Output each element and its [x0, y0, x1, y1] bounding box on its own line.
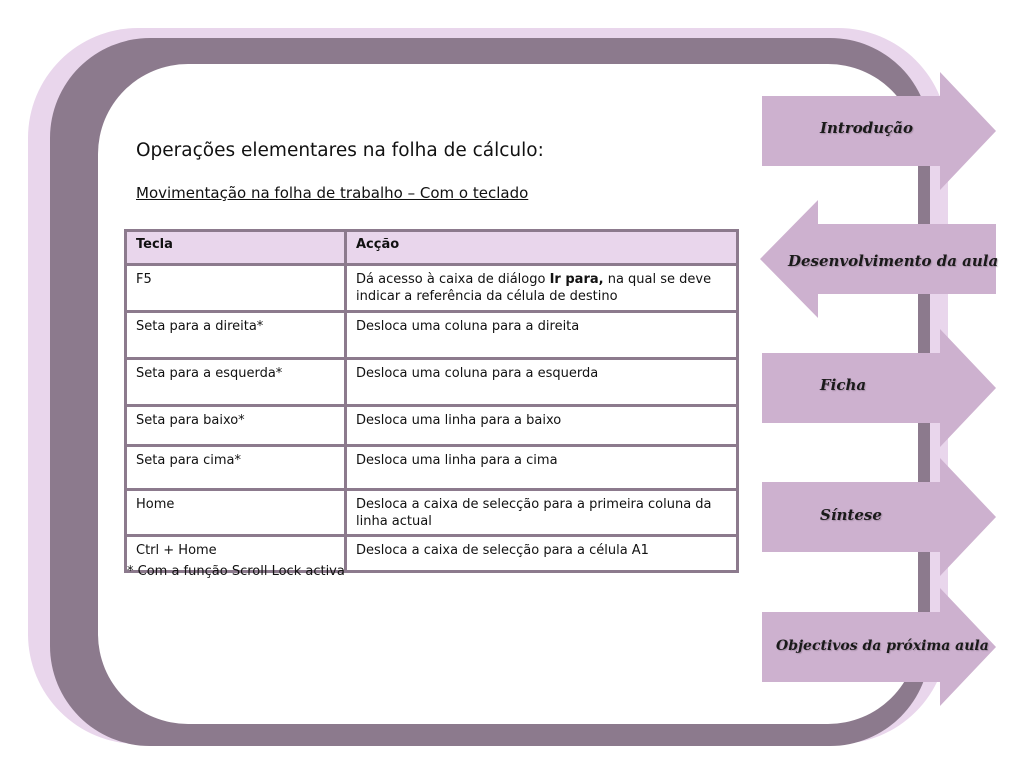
action-cell: Desloca uma coluna para a esquerda: [346, 359, 738, 406]
nav-label: Síntese: [820, 506, 882, 524]
nav-label: Desenvolvimento da aula: [788, 252, 999, 270]
table-row: [126, 406, 738, 446]
action-cell: Desloca uma linha para a cima: [346, 446, 738, 490]
header-accao: Acção: [346, 231, 738, 265]
shortcut-table: [124, 229, 739, 573]
action-cell: [346, 265, 738, 312]
arrow-right-icon: [762, 329, 996, 447]
key-cell: Ctrl + Home: [126, 536, 346, 572]
nav-introducao-button[interactable]: [762, 72, 996, 190]
key-cell: Home: [126, 490, 346, 536]
footnote: * Com a função Scroll Lock activa: [127, 564, 345, 579]
nav-label: Introdução: [820, 119, 914, 137]
action-cell: Desloca uma coluna para a direita: [346, 312, 738, 359]
action-cell: Desloca a caixa de selecção para a célula A1: [346, 536, 738, 572]
header-tecla: Tecla: [126, 231, 346, 265]
key-cell: Seta para baixo*: [126, 406, 346, 446]
table-row: [126, 312, 738, 359]
nav-objectivos-button[interactable]: [762, 588, 996, 706]
table-row: [126, 446, 738, 490]
table-row: [126, 265, 738, 312]
nav-label: Ficha: [820, 376, 867, 394]
nav-label: Objectivos da próxima aula: [776, 638, 989, 654]
nav-sintese-button[interactable]: [762, 458, 996, 576]
slide-subtitle: Movimentação na folha de trabalho – Com o teclado: [136, 184, 529, 202]
slide-title: Operações elementares na folha de cálculo:: [136, 140, 544, 161]
action-text: na qual se deve indicar a referência da célula de destino: [356, 272, 712, 304]
nav-ficha-button[interactable]: [762, 329, 996, 447]
action-bold-text: Ir para,: [549, 272, 604, 287]
table-row: [126, 359, 738, 406]
key-cell: F5: [126, 265, 346, 312]
action-cell: Desloca a caixa de selecção para a primeira coluna da linha actual: [346, 490, 738, 536]
key-cell: Seta para cima*: [126, 446, 346, 490]
key-cell: Seta para a direita*: [126, 312, 346, 359]
table-row: [126, 490, 738, 536]
key-cell: Seta para a esquerda*: [126, 359, 346, 406]
action-cell: Desloca uma linha para a baixo: [346, 406, 738, 446]
nav-desenvolvimento-button[interactable]: [760, 200, 999, 318]
table-header-row: [126, 231, 738, 265]
action-text: Dá acesso à caixa de diálogo: [356, 272, 550, 287]
